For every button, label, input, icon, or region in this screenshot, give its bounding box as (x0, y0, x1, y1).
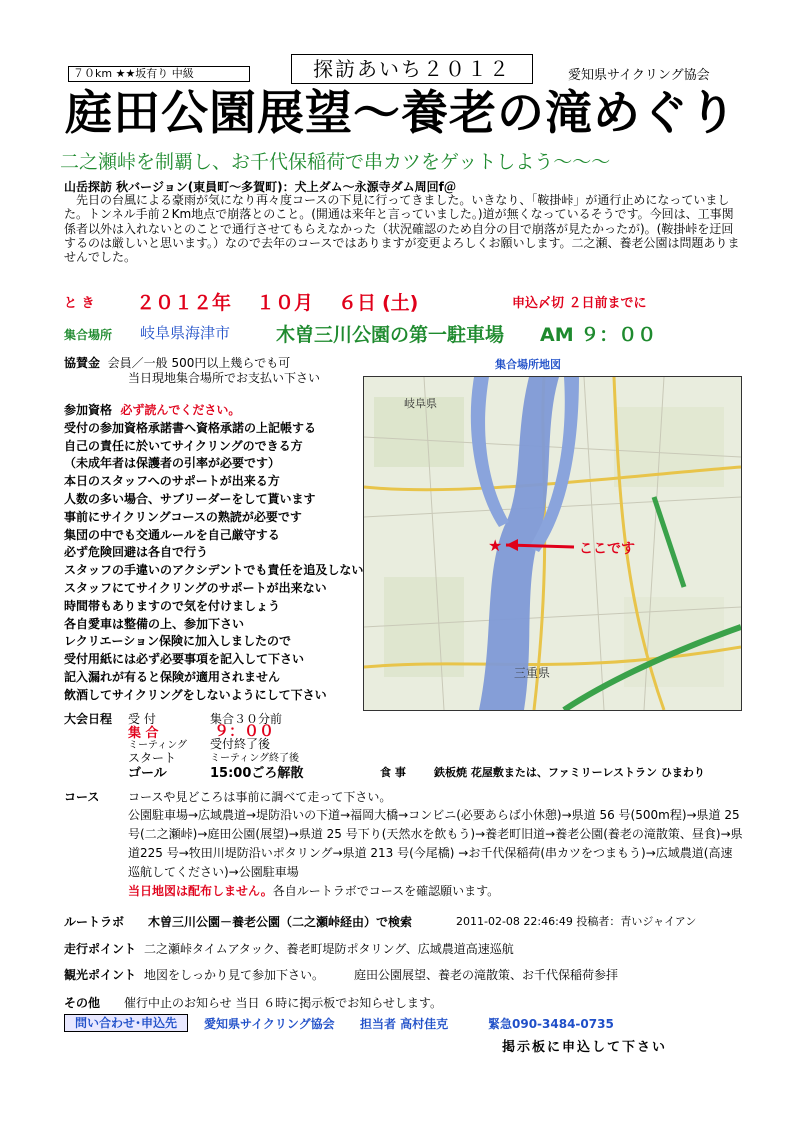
requirement-item: 受付の参加資格承諾書へ資格承諾の上記帳する (64, 420, 317, 435)
meal-value: 鉄板焼 花屋敷または、ファミリーレストラン ひまわり (434, 766, 705, 779)
requirement-item: レクリエーション保険に加入しましたので (64, 634, 292, 649)
points-value: 二之瀬峠タイムアタック、養老町堤防ポタリング、広域農道高速巡航 (144, 942, 514, 956)
start-value: ミーティング終了後 (210, 753, 299, 764)
goal-label: ゴール (128, 766, 167, 781)
map-graphic (364, 377, 741, 710)
intro-paragraph: 先日の台風による豪雨が気になり再々度コースの下見に行ってきました。いきなり、「鞍掛峠」が通行止めになっていました。トンネル手前２Km地点で崩落とのこと。(開通は来年と言っていました。)道が無くなっているそうです。今回は、工事関係者以外は入れないとのことで通行させてもらえなかった（状況確認のため自分の目で崩落が見たかったが)。(鞍掛峠を迂回するのは厳しいと思います。）なので去年のコースではありますが変更よろしくお願いします。二之瀬、養老公園は問題ありませんでした。 (64, 193, 740, 265)
requirement-item: 集団の中でも交通ルールを自己厳守する (64, 527, 280, 542)
date-year: ２０１２年 (136, 292, 232, 314)
contact-person: 担当者 高村佳克 (360, 1017, 449, 1031)
sightseeing-value1: 地図をしっかり見て参加下さい。 (144, 968, 325, 982)
schedule-label: 大会日程 (64, 712, 113, 726)
requirement-item: 事前にサイクリングコースの熟読が必要です (64, 509, 302, 524)
fee-line1: 会員／一般 500円以上幾らでも可 (107, 356, 291, 370)
date-day: ６日 (338, 292, 377, 314)
requirement-item: 時間帯もありますので気を付けましょう (64, 598, 281, 613)
requirement-item: 記入漏れが有ると保険が適用されません (64, 669, 281, 684)
sightseeing-value2: 庭田公園展望、養老の滝散策、お千代保稲荷参拝 (354, 968, 619, 982)
fee-label: 協賛金 (64, 356, 101, 370)
contact-label: 問い合わせ･申込先 (64, 1014, 188, 1032)
course-note: コースや見どころは事前に調べて走って下さい。 (128, 790, 392, 804)
meeting-place: 木曽三川公園の第一駐車場 (276, 324, 505, 346)
meeting-time: AM ９：００ (540, 324, 657, 346)
must-read: 必ず読んでください。 (120, 403, 241, 417)
requirement-item: 本日のスタッフへのサポートが出来る方 (64, 474, 280, 489)
start-label: スタート (128, 751, 177, 765)
meeting-time-value: 受付終了後 (210, 737, 271, 751)
date-row (64, 288, 744, 312)
reception-label: 受 付 (128, 712, 156, 726)
other-label: その他 (64, 996, 101, 1010)
subtitle: 二之瀬峠を制覇し、お千代保稲荷で串カツをゲットしよう～～～ (60, 151, 611, 173)
map-warning: 当日地図は配布しません。 (128, 884, 273, 898)
grade-label: ７０km ★★坂有り 中級 (68, 66, 250, 82)
routelab-meta: 2011-02-08 22:46:49 投稿者：青いジャイアン (456, 915, 697, 928)
requirement-item: スタッフの手違いのアクシデントでも責任を追及しない (64, 563, 364, 578)
map-label: 集合場所地図 (495, 358, 561, 371)
organization-name: 愛知県サイクリング協会 (568, 68, 710, 83)
deadline: 申込〆切 ２日前までに (512, 296, 647, 311)
requirement-item: 飲酒してサイクリングをしないようにして下さい (64, 687, 327, 702)
course-label: コース (64, 790, 100, 804)
date-weekday: (土) (382, 292, 419, 314)
routelab-label: ルートラボ (64, 915, 125, 929)
date-label: と き (64, 296, 95, 311)
requirements-label: 参加資格 (64, 403, 113, 417)
event-name-box: 探訪あいち２０１２ (291, 54, 533, 84)
svg-text:★: ★ (488, 536, 503, 555)
points-label: 走行ポイント (64, 942, 137, 956)
map-note: 各自ルートラボでコースを確認願います。 (272, 884, 500, 898)
meeting-map[interactable] (363, 376, 742, 711)
board-note: 掲示板に申込して下さい (502, 1040, 668, 1055)
other-value: 催行中止のお知らせ 当日 ６時に掲示板でお知らせします。 (124, 996, 442, 1010)
reception-value: 集合３０分前 (210, 712, 283, 726)
requirement-item: スタッフにてサイクリングのサポートが出来ない (64, 580, 327, 595)
routelab-value[interactable]: 木曽三川公園－養老公園（二之瀬峠経由）で検索 (148, 915, 413, 929)
fee-section (64, 356, 320, 386)
map-place-2: 岐阜県 (404, 397, 437, 410)
goal-value: 15:00ごろ解散 (210, 766, 304, 781)
contact-org: 愛知県サイクリング協会 (204, 1017, 335, 1031)
meeting-prefecture: 岐阜県海津市 (140, 324, 231, 342)
meal-label: 食 事 (380, 766, 406, 779)
mountain-label: 山岳探訪 秋バージョン(東員町～多賀町)：犬上ダム～永源寺ダム周回f＠ (64, 180, 456, 194)
contact-row (64, 1014, 754, 1034)
meeting-time-label: ミーティング (128, 740, 187, 751)
date-month: １０月 (256, 292, 314, 314)
map-place-1: 三重県 (514, 666, 551, 680)
gather-label: 集 合 (128, 726, 159, 741)
requirement-item: 必ず危険回避は各自で行う (64, 545, 209, 560)
course-route: 公園駐車場→広域農道→堤防沿いの下道→福岡大橋→コンビニ(必要あらば小休憩)→県道 56 号(500m程)→県道 25 号(二之瀬峠)→庭田公園(展望)→県道 25 号下り(天然水を飲もう)→養老町旧道→養老公園(養老の滝散策、昼食)→県道225 号→牧田川堤防沿いポタリング→県道 213 号(今尾橋) →お千代保稲荷(串カツをつまもう)→広域農道(高速巡航してください)→公園駐車場 当日地図は配布しません。各自ルートラボでコースを確認願います。 (128, 808, 743, 898)
page-title: 庭田公園展望～養老の滝めぐり (65, 86, 737, 141)
requirements-section (64, 402, 364, 705)
contact-phone[interactable]: 緊急090-3484-0735 (488, 1017, 614, 1031)
requirement-item: 各自愛車は整備の上、参加下さい (64, 616, 245, 631)
requirement-item: （未成年者は保護者の引率が必要です） (64, 456, 281, 471)
meeting-label: 集合場所 (64, 328, 113, 342)
gather-value: ９：００ (214, 722, 275, 740)
meeting-row (64, 320, 744, 346)
sightseeing-label: 観光ポイント (64, 968, 137, 982)
requirement-item: 受付用紙には必ず必要事項を記入して下さい (64, 652, 305, 667)
requirement-item: 人数の多い場合、サブリーダーをして貰います (64, 491, 316, 506)
fee-line2: 当日現地集合場所でお支払い下さい (128, 371, 321, 385)
map-marker-text: ここです (579, 541, 635, 557)
requirement-item: 自己の責任に於いてサイクリングのできる方 (64, 438, 303, 453)
